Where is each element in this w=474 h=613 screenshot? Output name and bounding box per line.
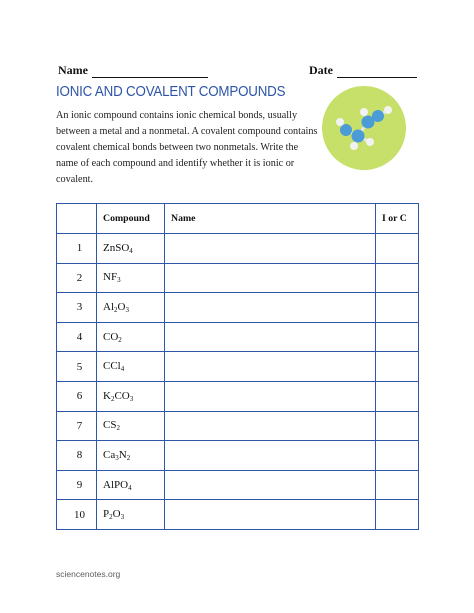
formula-element: CO bbox=[103, 330, 119, 343]
formula-subscript: 2 bbox=[110, 394, 115, 403]
name-answer-cell[interactable] bbox=[165, 441, 376, 471]
name-answer-cell[interactable] bbox=[165, 381, 376, 411]
formula-element: Zn bbox=[103, 241, 116, 254]
i-or-c-answer-cell[interactable] bbox=[376, 500, 419, 530]
i-or-c-answer-cell[interactable] bbox=[376, 234, 419, 264]
formula-element: P bbox=[103, 508, 110, 521]
header-i-or-c: I or C bbox=[376, 204, 419, 234]
i-or-c-answer-cell[interactable] bbox=[376, 441, 419, 471]
compound-formula bbox=[97, 470, 165, 500]
table-header-row bbox=[57, 204, 419, 234]
row-number: 7 bbox=[57, 411, 97, 441]
table-row bbox=[57, 322, 419, 352]
header-number bbox=[57, 204, 97, 234]
formula-element: SO bbox=[115, 241, 130, 254]
formula-subscript: 2 bbox=[114, 305, 118, 314]
date-label: Date bbox=[309, 63, 333, 77]
name-answer-cell[interactable] bbox=[165, 411, 376, 441]
formula-subscript: 4 bbox=[128, 483, 132, 492]
name-answer-cell[interactable] bbox=[165, 263, 376, 293]
compound-formula bbox=[97, 352, 165, 382]
i-or-c-answer-cell[interactable] bbox=[376, 470, 419, 500]
formula-element: CCl bbox=[103, 360, 121, 373]
table-row bbox=[57, 441, 419, 471]
formula-subscript: 3 bbox=[125, 305, 129, 314]
formula-element: NF bbox=[103, 271, 118, 284]
name-answer-cell[interactable] bbox=[165, 322, 376, 352]
table-row bbox=[57, 381, 419, 411]
row-number: 1 bbox=[57, 234, 97, 264]
formula-element: K bbox=[103, 389, 111, 402]
i-or-c-answer-cell[interactable] bbox=[376, 381, 419, 411]
formula-subscript: 2 bbox=[116, 424, 120, 433]
i-or-c-answer-cell[interactable] bbox=[376, 322, 419, 352]
table-row bbox=[57, 352, 419, 382]
compound-formula bbox=[97, 381, 165, 411]
formula-subscript: 4 bbox=[120, 365, 125, 374]
compound-formula bbox=[97, 411, 165, 441]
row-number: 3 bbox=[57, 293, 97, 323]
page-title: IONIC AND COVALENT COMPOUNDS bbox=[56, 84, 286, 100]
formula-subscript: 4 bbox=[129, 246, 133, 255]
table-row bbox=[57, 293, 419, 323]
footer-source: sciencenotes.org bbox=[56, 569, 121, 579]
formula-element: O bbox=[112, 508, 121, 521]
name-answer-cell[interactable] bbox=[165, 470, 376, 500]
i-or-c-answer-cell[interactable] bbox=[376, 263, 419, 293]
table-row bbox=[57, 263, 419, 293]
i-or-c-answer-cell[interactable] bbox=[376, 352, 419, 382]
compounds-table bbox=[56, 203, 419, 530]
row-number: 9 bbox=[57, 470, 97, 500]
table-row bbox=[57, 234, 419, 264]
formula-element: Al bbox=[103, 300, 114, 313]
name-answer-cell[interactable] bbox=[165, 293, 376, 323]
compound-formula bbox=[97, 322, 165, 352]
row-number: 8 bbox=[57, 441, 97, 471]
name-label: Name bbox=[58, 63, 88, 77]
row-number: 2 bbox=[57, 263, 97, 293]
formula-subscript: 3 bbox=[115, 453, 119, 462]
compound-formula bbox=[97, 234, 165, 264]
compound-formula bbox=[97, 293, 165, 323]
i-or-c-answer-cell[interactable] bbox=[376, 411, 419, 441]
table-row bbox=[57, 500, 419, 530]
compound-formula bbox=[97, 263, 165, 293]
name-answer-cell[interactable] bbox=[165, 352, 376, 382]
row-number: 4 bbox=[57, 322, 97, 352]
name-answer-cell[interactable] bbox=[165, 500, 376, 530]
row-number: 5 bbox=[57, 352, 97, 382]
row-number: 6 bbox=[57, 381, 97, 411]
formula-subscript: 2 bbox=[109, 513, 113, 522]
formula-element: CS bbox=[103, 419, 117, 432]
date-field bbox=[309, 63, 417, 78]
formula-subscript: 3 bbox=[129, 394, 134, 403]
date-blank-line[interactable] bbox=[337, 65, 417, 78]
table-row bbox=[57, 470, 419, 500]
name-answer-cell[interactable] bbox=[165, 234, 376, 264]
formula-element: AlPO bbox=[103, 478, 129, 491]
formula-element: CO bbox=[114, 389, 130, 402]
header-compound: Compound bbox=[97, 204, 165, 234]
formula-subscript: 2 bbox=[118, 335, 122, 344]
formula-subscript: 3 bbox=[117, 276, 121, 285]
table-body bbox=[57, 234, 419, 530]
row-number: 10 bbox=[57, 500, 97, 530]
name-field bbox=[58, 63, 208, 78]
i-or-c-answer-cell[interactable] bbox=[376, 293, 419, 323]
name-blank-line[interactable] bbox=[92, 65, 208, 78]
intro-paragraph: An ionic compound contains ionic chemical bonds, usually between a metal and a nonmetal. A covalent compound contains covalent chemical bonds between two nonmetals. Write the name of each compound and identify whether it is ionic or covalent. bbox=[56, 110, 318, 185]
formula-subscript: 2 bbox=[126, 453, 131, 462]
table-row bbox=[57, 411, 419, 441]
molecule-illustration-icon bbox=[322, 86, 406, 170]
header-name: Name bbox=[165, 204, 376, 234]
formula-element: Ca bbox=[103, 448, 116, 461]
formula-element: O bbox=[117, 300, 126, 313]
formula-subscript: 3 bbox=[120, 513, 125, 522]
formula-element: N bbox=[118, 448, 127, 461]
compound-formula bbox=[97, 500, 165, 530]
compound-formula bbox=[97, 441, 165, 471]
